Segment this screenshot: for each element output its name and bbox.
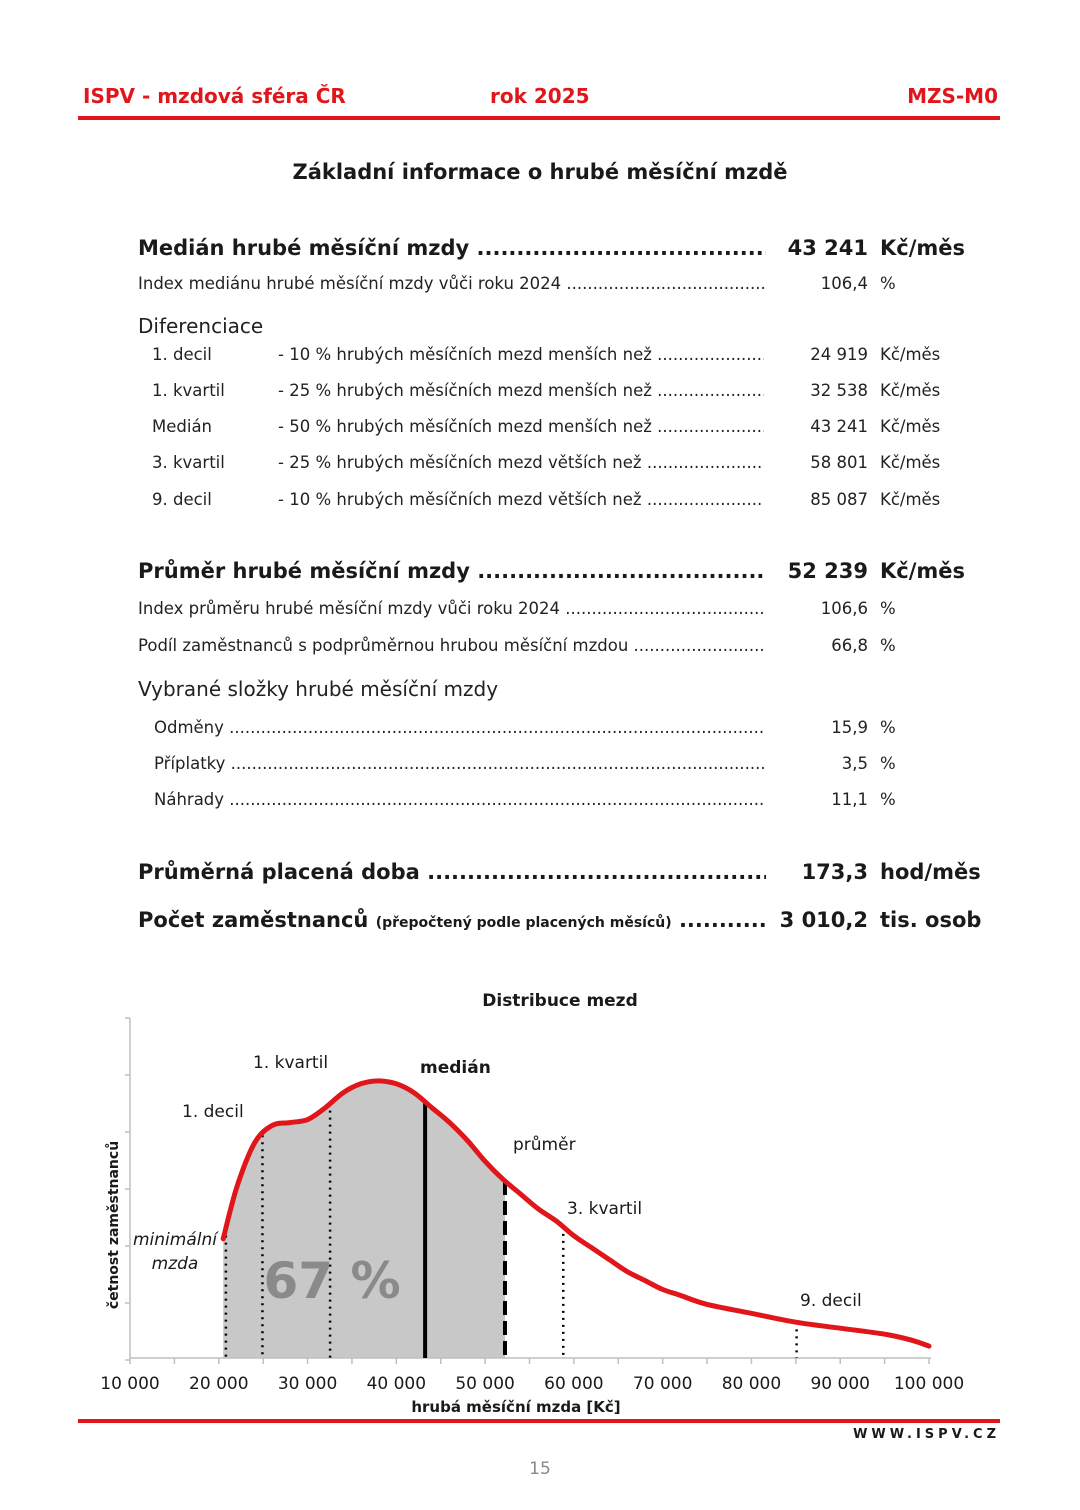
- diff-row-name: 3. kvartil: [152, 453, 225, 472]
- diff-row-value: 43 241: [810, 417, 868, 436]
- component-row: [0, 790, 1080, 820]
- mean-index-row: [0, 599, 1080, 629]
- diff-row-desc: - 25 % hrubých měsíčních mezd větších než .....: [278, 453, 764, 472]
- diff-row-desc: - 25 % hrubých měsíčních mezd menších než .....: [278, 381, 764, 400]
- diff-row-unit: Kč/měs: [880, 345, 941, 364]
- x-tick-label: 80 000: [721, 1374, 782, 1394]
- hours-unit: hod/měs: [880, 860, 981, 884]
- diff-row: [0, 453, 1080, 483]
- median-index-row: [0, 274, 1080, 304]
- header-code: MZS-M0: [907, 84, 998, 108]
- components-heading: Vybrané složky hrubé měsíční mzdy: [138, 677, 499, 701]
- x-tick-label: 90 000: [810, 1374, 870, 1394]
- employees-label: Počet zaměstnanců: [138, 908, 369, 932]
- mean-value: 52 239: [787, 559, 868, 583]
- mean-index-value: 106,6: [820, 599, 868, 618]
- minimal-wage-label-2: mzda: [151, 1254, 199, 1274]
- diff-row-value: 58 801: [810, 453, 868, 472]
- component-unit: %: [880, 718, 896, 737]
- employees-row: [0, 908, 1080, 938]
- wage-distribution-chart: [0, 980, 1080, 1420]
- diff-row-name: 1. kvartil: [152, 381, 225, 400]
- component-name: Odměny .....: [154, 718, 764, 737]
- mean-row: [0, 559, 1080, 589]
- diff-row-unit: Kč/měs: [880, 490, 941, 509]
- median-label: Medián hrubé měsíční mzdy .....: [138, 236, 766, 260]
- footer-url[interactable]: WWW.ISPV.CZ: [853, 1427, 1000, 1442]
- x-tick-label: 40 000: [366, 1374, 427, 1394]
- diff-row: [0, 381, 1080, 411]
- diff-row: [0, 345, 1080, 375]
- component-name: Příplatky .....: [154, 754, 764, 773]
- median-index-label: Index mediánu hrubé měsíční mzdy vůči roku 2024 .....: [138, 274, 764, 293]
- footer-rule: [78, 1419, 1000, 1423]
- component-value: 3,5: [841, 754, 868, 773]
- shaded-area: [223, 1081, 505, 1358]
- component-value: 11,1: [831, 790, 868, 809]
- component-unit: %: [880, 790, 896, 809]
- shaded-percent-label: 67 %: [263, 1252, 401, 1310]
- median-index-unit: %: [880, 274, 896, 293]
- diff-row-desc: - 10 % hrubých měsíčních mezd menších než .....: [278, 345, 764, 364]
- mean-index-unit: %: [880, 599, 896, 618]
- diff-row-value: 85 087: [810, 490, 868, 509]
- page-number: 15: [529, 1459, 551, 1479]
- y-axis-label: četnost zaměstnanců: [106, 1140, 122, 1310]
- diff-row-desc: - 50 % hrubých měsíčních mezd menších než .....: [278, 417, 764, 436]
- diff-heading: Diferenciace: [138, 314, 264, 338]
- component-row: [0, 754, 1080, 784]
- component-name: Náhrady .....: [154, 790, 764, 809]
- diff-row-name: Medián: [152, 417, 213, 436]
- diff-row-desc: - 10 % hrubých měsíčních mezd větších než .....: [278, 490, 764, 509]
- employees-note: (přepočtený podle placených měsíců): [375, 915, 672, 931]
- x-tick-label: 30 000: [277, 1374, 338, 1394]
- median-label: medián: [420, 1058, 491, 1078]
- x-tick-label: 20 000: [189, 1374, 249, 1394]
- x-tick-label: 60 000: [544, 1374, 604, 1394]
- diff-row-value: 24 919: [810, 345, 868, 364]
- median-index-value: 106,4: [820, 274, 868, 293]
- x-tick-label: 10 000: [100, 1374, 160, 1394]
- quartile-1-label: 1. kvartil: [253, 1053, 329, 1073]
- diff-row: [0, 490, 1080, 520]
- mean-index-label: Index průměru hrubé měsíční mzdy vůči roku 2024 .....: [138, 599, 764, 618]
- chart-title: Distribuce mezd: [482, 991, 638, 1011]
- median-unit: Kč/měs: [880, 236, 966, 260]
- component-unit: %: [880, 754, 896, 773]
- x-tick-label: 70 000: [632, 1374, 693, 1394]
- mean-label: Průměr hrubé měsíční mzdy .....: [138, 559, 766, 583]
- header-rule: [78, 116, 1000, 120]
- header-year: rok 2025: [490, 84, 590, 108]
- median-value: 43 241: [787, 236, 868, 260]
- employees-unit: tis. osob: [880, 908, 982, 932]
- x-tick-label: 50 000: [455, 1374, 515, 1394]
- x-tick-label: 100 000: [893, 1374, 965, 1394]
- diff-row-unit: Kč/měs: [880, 453, 941, 472]
- page-title: Základní informace o hrubé měsíční mzdě: [292, 160, 788, 184]
- mean-share-label: Podíl zaměstnanců s podprůměrnou hrubou měsíční mzdou .....: [138, 636, 764, 655]
- decile-9-label: 9. decil: [800, 1291, 862, 1311]
- mean-unit: Kč/měs: [880, 559, 966, 583]
- component-value: 15,9: [831, 718, 868, 737]
- hours-row: [0, 860, 1080, 890]
- diff-row-name: 9. decil: [152, 490, 212, 509]
- diff-row: [0, 417, 1080, 447]
- mean-label: průměr: [513, 1135, 576, 1155]
- quartile-3-label: 3. kvartil: [567, 1199, 643, 1219]
- mean-share-unit: %: [880, 636, 896, 655]
- diff-row-value: 32 538: [810, 381, 868, 400]
- mean-share-value: 66,8: [831, 636, 868, 655]
- diff-row-name: 1. decil: [152, 345, 212, 364]
- diff-row-unit: Kč/měs: [880, 417, 941, 436]
- decile-1-label: 1. decil: [182, 1102, 244, 1122]
- employees-label-wrap: [138, 908, 766, 932]
- mean-share-row: [0, 636, 1080, 666]
- header-left: ISPV - mzdová sféra ČR: [83, 84, 346, 108]
- minimal-wage-label: minimální: [133, 1230, 217, 1250]
- component-row: [0, 718, 1080, 748]
- hours-value: 173,3: [801, 860, 868, 884]
- x-axis-label: hrubá měsíční mzda [Kč]: [411, 1398, 621, 1416]
- median-row: [0, 236, 1080, 266]
- employees-value: 3 010,2: [779, 908, 868, 932]
- hours-label: Průměrná placená doba .....: [138, 860, 766, 884]
- diff-row-unit: Kč/měs: [880, 381, 941, 400]
